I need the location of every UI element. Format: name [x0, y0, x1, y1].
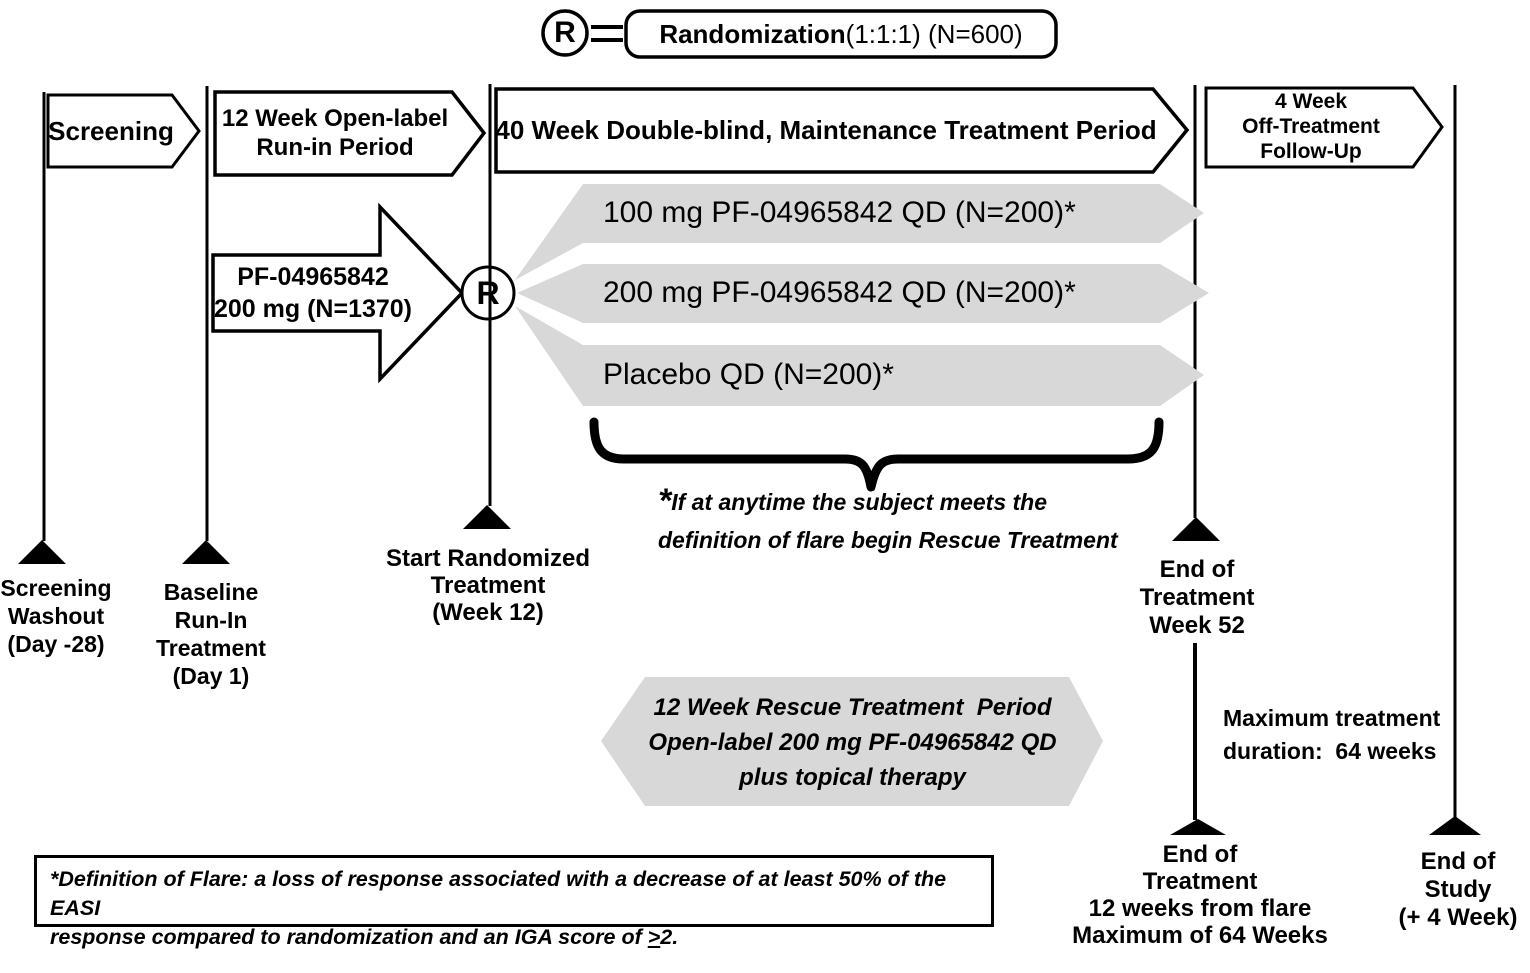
milestone-triangle-week52: [1172, 517, 1220, 541]
milestone-triangle-flare-eot: [1170, 819, 1226, 835]
milestone-baseline: Baseline Run-In Treatment (Day 1): [156, 579, 266, 689]
flare-note-line2: definition of flare begin Rescue Treatment: [658, 527, 1118, 553]
arm-label-200mg: 200 mg PF-04965842 QD (N=200)*: [603, 276, 1076, 309]
phase-arrow-maintenance: 40 Week Double-blind, Maintenance Treatment Period: [495, 115, 1157, 146]
milestone-screening-washout: Screening Washout (Day -28): [0, 575, 112, 657]
arm-label-100mg: 100 mg PF-04965842 QD (N=200)*: [603, 196, 1076, 229]
milestone-eot-week52: End of Treatment Week 52: [1139, 556, 1255, 639]
arm-label-placebo: Placebo QD (N=200)*: [603, 358, 894, 391]
phase-arrow-runin: 12 Week Open-label Run-in Period: [221, 105, 449, 161]
flare-note-asterisk: *: [658, 482, 672, 520]
legend-title-bold: Randomization: [659, 18, 846, 49]
flare-definition-line1: *Definition of Flare: a loss of response associated with a decrease of at least 50% of the EASI: [50, 867, 947, 920]
flare-definition-box: [34, 855, 994, 949]
flare-definition-line2: response compared to randomization and an IGA score of >2.: [50, 925, 679, 949]
milestone-triangle-screening-washout: [18, 540, 66, 564]
milestone-start-randomized: Start Randomized Treatment (Week 12): [385, 545, 591, 626]
max-duration-note: Maximum treatment duration: 64 weeks: [1223, 705, 1441, 764]
flare-note-line1: *If at anytime the subject meets the: [658, 482, 1048, 520]
milestone-triangle-week12: [463, 505, 511, 529]
milestone-triangle-baseline: [182, 540, 230, 564]
gte-symbol: >: [647, 925, 661, 949]
phase-arrow-followup: 4 Week Off-Treatment Follow-Up: [1242, 90, 1380, 163]
legend-r-symbol: R: [554, 16, 576, 49]
rescue-hexagon-label: 12 Week Rescue Treatment Period Open-label 200 mg PF-04965842 QD plus topical therapy: [648, 693, 1057, 791]
arms-brace: [594, 422, 1159, 487]
randomization-node-label: R: [476, 274, 500, 311]
legend-title: [626, 11, 1056, 57]
milestone-eot-flare: End of Treatment 12 weeks from flare Maximum of 64 Weeks: [1072, 841, 1328, 949]
legend-title-rest: (1:1:1) (N=600): [845, 18, 1023, 49]
runin-block-arrow-label: PF-04965842 200 mg (N=1370): [213, 262, 413, 323]
phase-arrow-screening: Screening: [48, 115, 174, 146]
flare-note: [658, 483, 1138, 559]
milestone-triangle-end-of-study: [1429, 816, 1481, 835]
milestone-end-of-study: End of Study (+ 4 Week): [1398, 848, 1518, 931]
